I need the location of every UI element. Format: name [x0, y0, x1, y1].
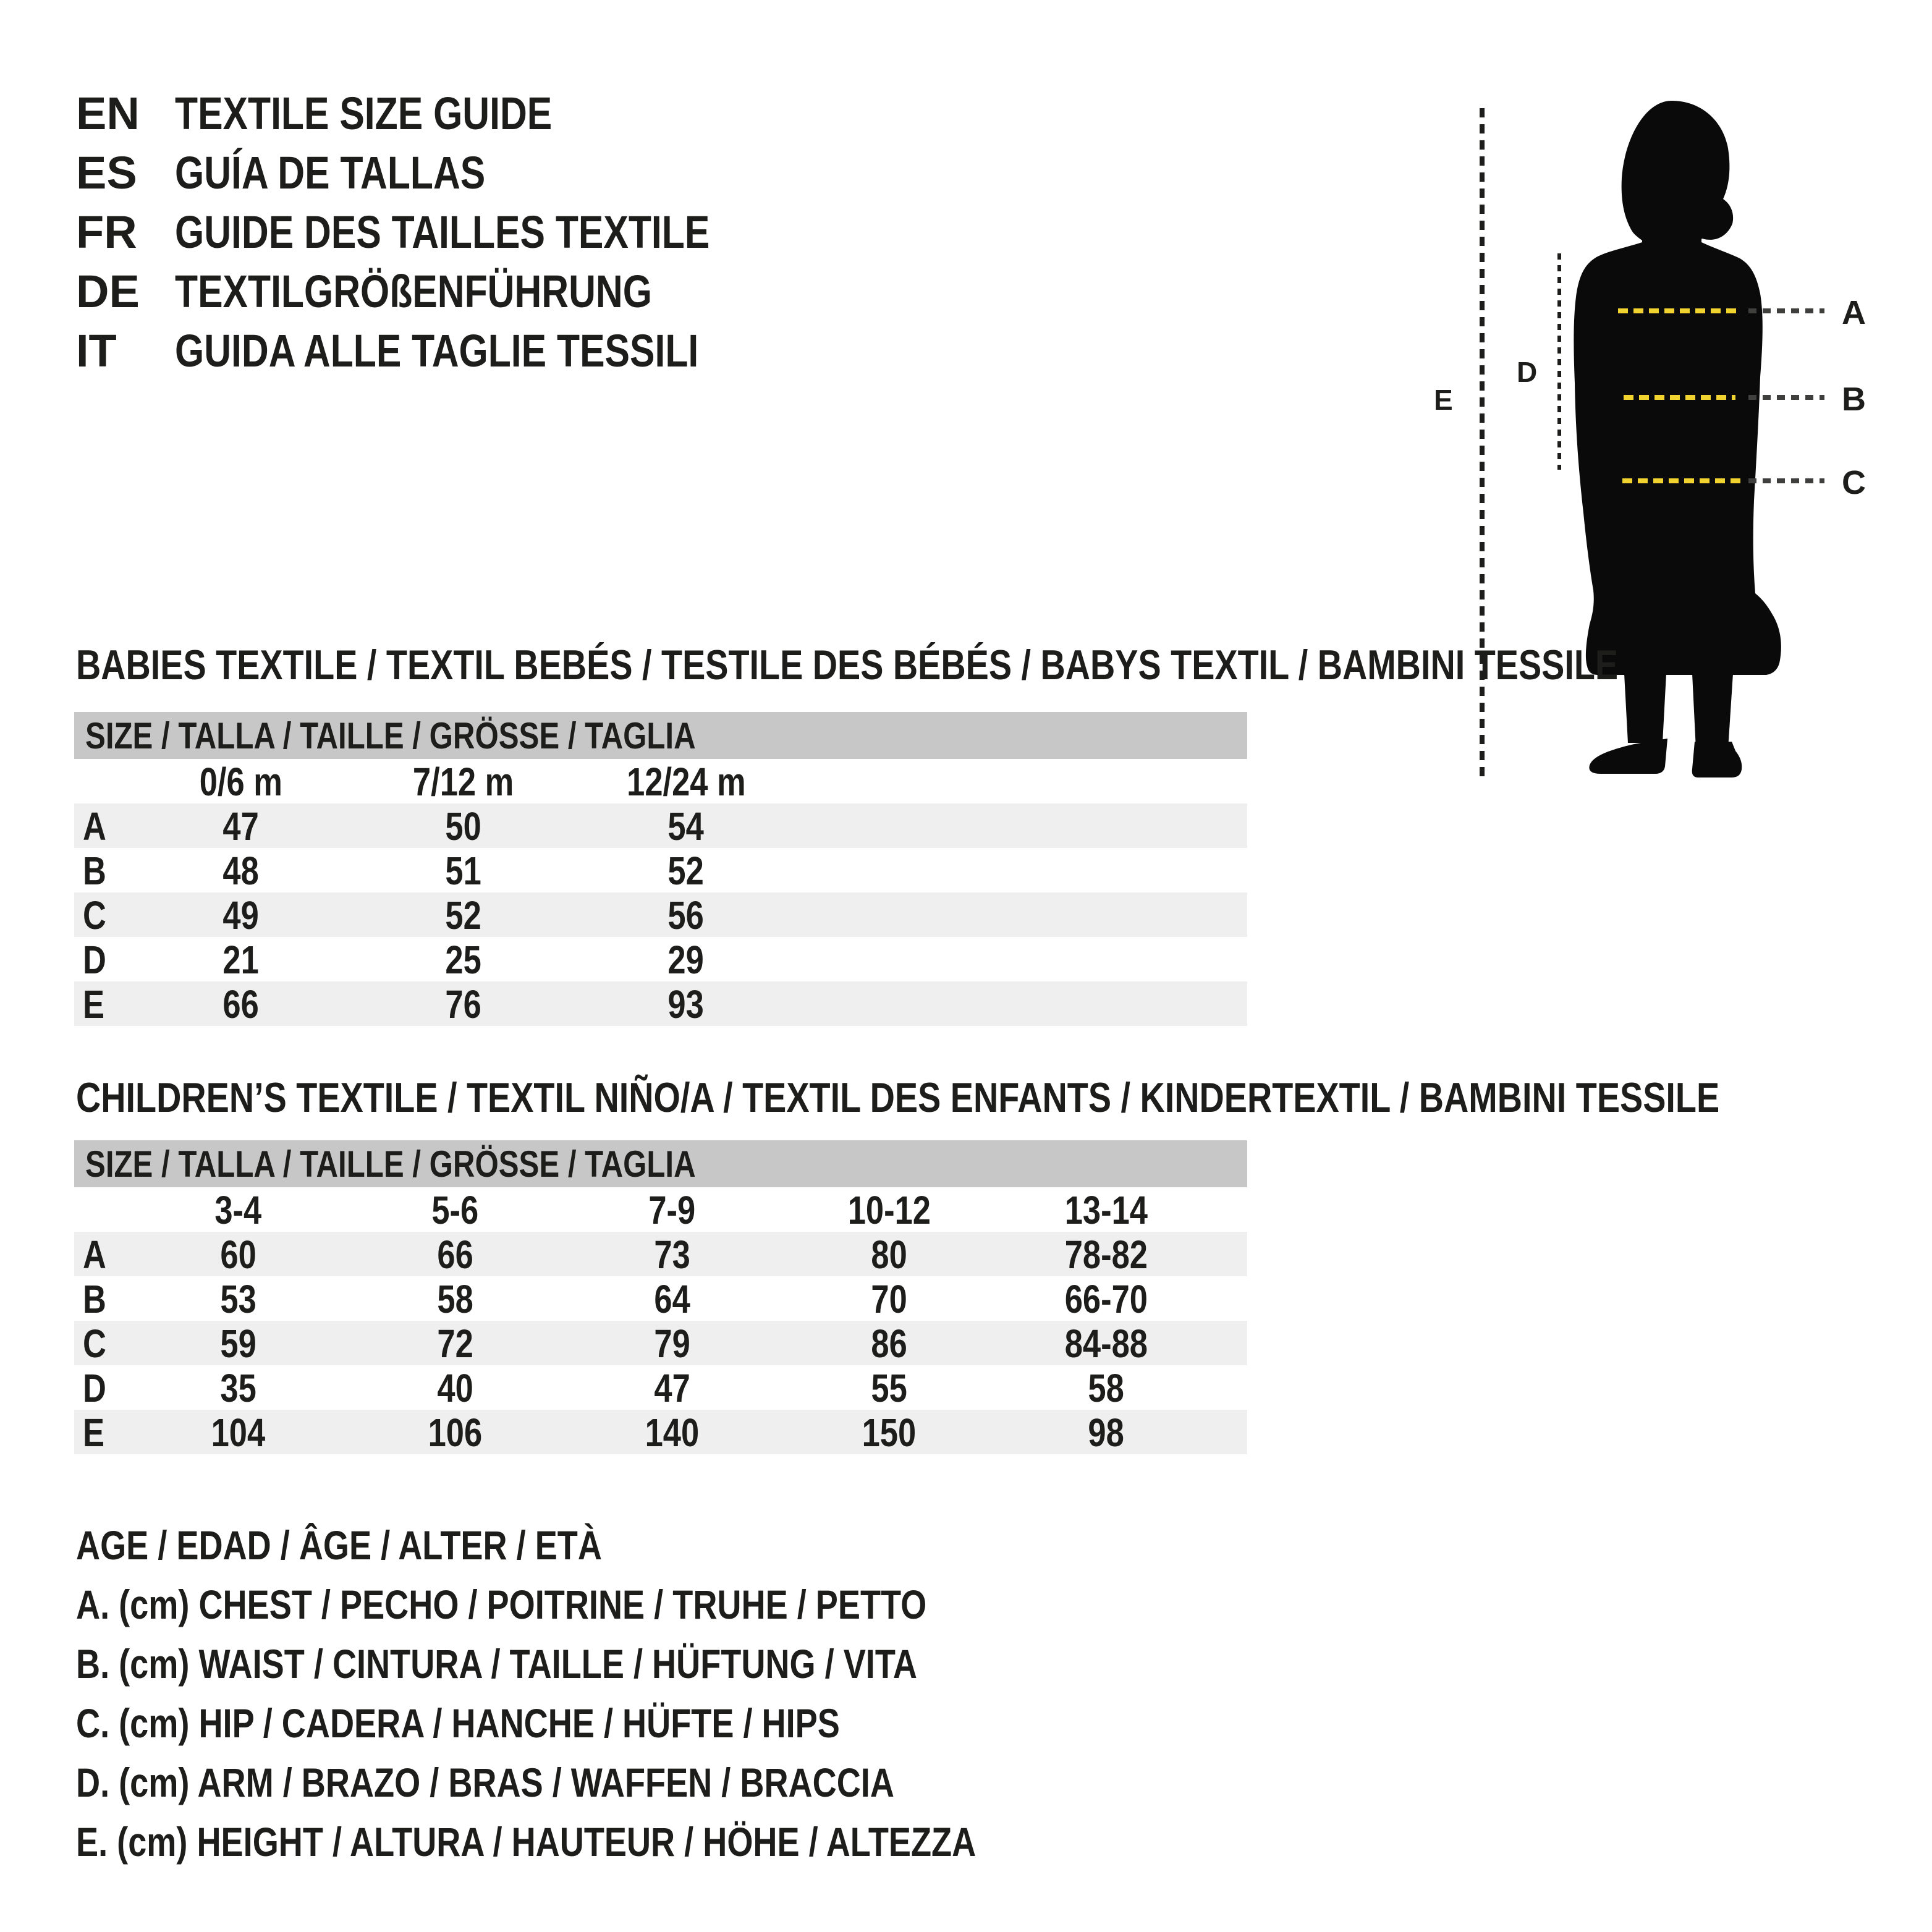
column-header-row — [74, 759, 1247, 803]
guide-title: TEXTILGRÖßENFÜHRUNG — [175, 266, 652, 317]
cell-value: 51 — [445, 849, 482, 893]
row-label: D — [83, 1366, 106, 1410]
measure-label-b: B — [1842, 381, 1866, 418]
cell-value: 47 — [654, 1366, 690, 1410]
row-label: E — [83, 1410, 105, 1455]
cell-value: 73 — [654, 1232, 690, 1277]
column-header: 7/12 m — [413, 760, 514, 804]
legend-height: E. (cm) HEIGHT / ALTURA / HAUTEUR / HÖHE / ALTEZZA — [76, 1819, 977, 1865]
cell-value: 21 — [222, 938, 260, 982]
cell-value: 86 — [871, 1321, 907, 1366]
cell-value: 93 — [667, 982, 705, 1027]
row-label: C — [83, 893, 106, 938]
cell-value: 40 — [437, 1366, 473, 1410]
lang-row-fr — [76, 206, 827, 258]
table-row — [74, 1410, 1247, 1454]
children-section-title: CHILDREN’S TEXTILE / TEXTIL NIÑO/A / TEXTIL DES ENFANTS / KINDERTEXTIL / BAMBINI TESSILE — [76, 1074, 1720, 1121]
row-label: A — [83, 1232, 106, 1277]
table-row — [74, 1276, 1247, 1321]
cell-value: 60 — [220, 1232, 256, 1277]
lang-code: FR — [76, 206, 137, 258]
cell-value: 72 — [437, 1321, 473, 1366]
table-row — [74, 848, 1247, 892]
guide-title: GUIDA ALLE TAGLIE TESSILI — [175, 325, 699, 376]
cell-value: 53 — [220, 1277, 256, 1321]
lang-code: DE — [76, 266, 140, 317]
cell-value: 55 — [871, 1366, 907, 1410]
row-label: C — [83, 1321, 106, 1366]
cell-value: 35 — [220, 1366, 256, 1410]
cell-value: 104 — [211, 1410, 266, 1455]
lang-code: IT — [76, 325, 117, 376]
legend-age: AGE / EDAD / ÂGE / ALTER / ETÀ — [76, 1522, 602, 1568]
cell-value: 80 — [871, 1232, 907, 1277]
cell-value: 70 — [871, 1277, 907, 1321]
cell-value: 64 — [654, 1277, 690, 1321]
cell-value: 66 — [437, 1232, 473, 1277]
lang-row-en — [76, 88, 827, 139]
cell-value: 58 — [437, 1277, 473, 1321]
cell-value: 59 — [220, 1321, 256, 1366]
lang-code: EN — [76, 88, 140, 139]
cell-value: 49 — [222, 893, 260, 938]
cell-value: 78-82 — [1064, 1232, 1148, 1277]
cell-value: 84-88 — [1064, 1321, 1148, 1366]
cell-value: 47 — [222, 804, 260, 849]
cell-value: 25 — [445, 938, 482, 982]
cell-value: 150 — [862, 1410, 917, 1455]
cell-value: 56 — [667, 893, 705, 938]
column-header: 0/6 m — [199, 760, 283, 804]
column-header: 7-9 — [648, 1188, 696, 1232]
table-header-bar: SIZE / TALLA / TAILLE / GRÖSSE / TAGLIA — [74, 1140, 1247, 1187]
cell-value: 79 — [654, 1321, 690, 1366]
cell-value: 66-70 — [1064, 1277, 1148, 1321]
table-row — [74, 1232, 1247, 1276]
table-row — [74, 1365, 1247, 1410]
row-label: B — [83, 849, 106, 893]
measurement-figure — [1409, 87, 1932, 803]
babies-size-table — [74, 712, 1247, 1026]
lang-row-it — [76, 325, 827, 376]
cell-value: 106 — [428, 1410, 483, 1455]
measure-label-c: C — [1842, 464, 1866, 501]
measure-label-e: E — [1434, 384, 1453, 416]
row-label: A — [83, 804, 106, 849]
column-header: 3-4 — [214, 1188, 262, 1232]
table-row — [74, 981, 1247, 1026]
cell-value: 29 — [667, 938, 705, 982]
table-header-bar: SIZE / TALLA / TAILLE / GRÖSSE / TAGLIA — [74, 712, 1247, 759]
lang-row-de — [76, 266, 827, 317]
cell-value: 48 — [222, 849, 260, 893]
measurement-legend — [76, 1523, 1174, 1863]
cell-value: 52 — [445, 893, 482, 938]
legend-chest: A. (cm) CHEST / PECHO / POITRINE / TRUHE / PETTO — [76, 1582, 927, 1627]
legend-arm: D. (cm) ARM / BRAZO / BRAS / WAFFEN / BRACCIA — [76, 1760, 894, 1805]
children-size-table — [74, 1140, 1247, 1454]
column-header: 10-12 — [847, 1188, 931, 1232]
cell-value: 50 — [445, 804, 482, 849]
column-header: 12/24 m — [626, 760, 746, 804]
column-header-row — [74, 1187, 1247, 1232]
cell-value: 76 — [445, 982, 482, 1027]
cell-value: 58 — [1088, 1366, 1124, 1410]
table-row — [74, 803, 1247, 848]
measure-label-a: A — [1842, 294, 1866, 331]
cell-value: 66 — [222, 982, 260, 1027]
table-row — [74, 1321, 1247, 1365]
column-header: 13-14 — [1064, 1188, 1148, 1232]
cell-value: 52 — [667, 849, 705, 893]
babies-section-title: BABIES TEXTILE / TEXTIL BEBÉS / TESTILE DES BÉBÉS / BABYS TEXTIL / BAMBINI TESSILE — [76, 642, 1619, 688]
lang-code: ES — [76, 147, 137, 198]
guide-title: TEXTILE SIZE GUIDE — [175, 88, 553, 139]
row-label: D — [83, 938, 106, 982]
measure-label-d: D — [1517, 356, 1538, 388]
lang-row-es — [76, 147, 827, 198]
column-header: 5-6 — [431, 1188, 479, 1232]
legend-waist: B. (cm) WAIST / CINTURA / TAILLE / HÜFTUNG / VITA — [76, 1641, 917, 1687]
row-label: B — [83, 1277, 106, 1321]
row-label: E — [83, 982, 105, 1027]
cell-value: 54 — [667, 804, 705, 849]
table-row — [74, 892, 1247, 937]
cell-value: 140 — [645, 1410, 700, 1455]
legend-hip: C. (cm) HIP / CADERA / HANCHE / HÜFTE / HIPS — [76, 1700, 840, 1746]
cell-value: 98 — [1088, 1410, 1124, 1455]
language-title-list — [76, 88, 827, 376]
guide-title: GUIDE DES TAILLES TEXTILE — [175, 206, 710, 258]
table-row — [74, 937, 1247, 981]
guide-title: GUÍA DE TALLAS — [175, 147, 486, 198]
